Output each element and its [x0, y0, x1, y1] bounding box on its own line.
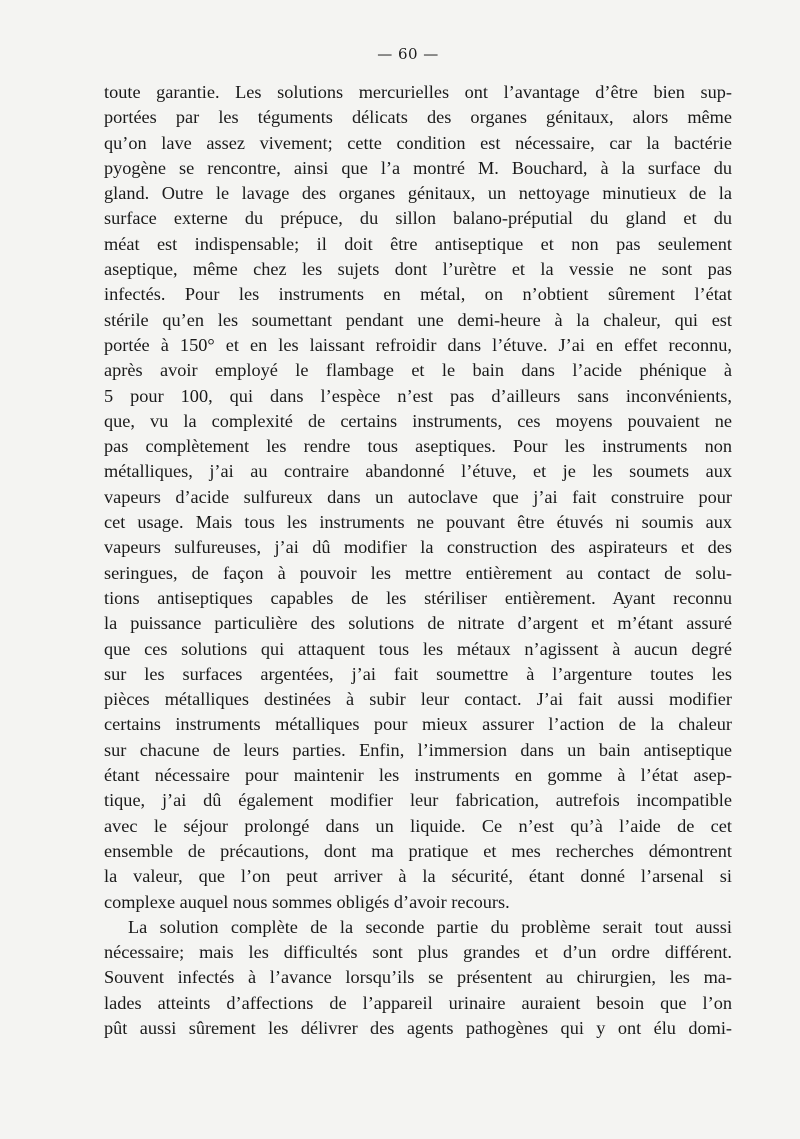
text-line: certains instruments métalliques pour mieux assurer l’action de la chaleur	[104, 714, 732, 735]
text-line: pièces métalliques destinées à subir leur contact. J’ai fait aussi modifier	[104, 689, 732, 710]
text-line: pyogène se rencontre, ainsi que l’a montré M. Bouchard, à la surface du	[104, 157, 732, 178]
text-line: portée à 150° et en les laissant refroidir dans l’étuve. J’ai en effet reconnu,	[104, 334, 732, 355]
text-line: La solution complète de la seconde partie du problème serait tout aussi	[128, 916, 732, 937]
text-line: après avoir employé le flambage et le bain dans l’acide phénique à	[104, 360, 732, 381]
text-line: avec le séjour prolongé dans un liquide. Ce n’est qu’à l’aide de cet	[104, 815, 732, 836]
text-line: ensemble de précautions, dont ma pratique et mes recherches démontrent	[104, 840, 732, 861]
paragraph-1	[104, 80, 732, 915]
text-line: pût aussi sûrement les délivrer des agents pathogènes qui y ont élu domi-	[104, 1017, 732, 1038]
text-line: gland. Outre le lavage des organes génitaux, un nettoyage minutieux de la	[104, 183, 732, 204]
text-line: que ces solutions qui attaquent tous les métaux n’agissent à aucun degré	[104, 638, 732, 659]
text-line: stérile qu’en les soumettant pendant une demi-heure à la chaleur, qui est	[104, 309, 732, 330]
text-line: tions antiseptiques capables de les stériliser entièrement. Ayant reconnu	[104, 587, 732, 608]
text-line: nécessaire; mais les difficultés sont plus grandes et d’un ordre différent.	[104, 942, 732, 963]
paragraph-2	[104, 915, 732, 1041]
text-line: Souvent infectés à l’avance lorsqu’ils se présentent au chirurgien, les ma-	[104, 967, 732, 988]
text-line: 5 pour 100, qui dans l’espèce n’est pas d’ailleurs sans inconvénients,	[104, 385, 732, 406]
body-text	[104, 80, 732, 1041]
text-line: pas complètement les rendre tous aseptiques. Pour les instruments non	[104, 436, 732, 457]
text-line: infectés. Pour les instruments en métal, on n’obtient sûrement l’état	[104, 284, 732, 305]
text-line: lades atteints d’affections de l’appareil urinaire auraient besoin que l’on	[104, 992, 732, 1013]
text-line: que, vu la complexité de certains instruments, ces moyens pouvaient ne	[104, 410, 732, 431]
text-line: sur les surfaces argentées, j’ai fait soumettre à l’argenture toutes les	[104, 663, 732, 684]
text-line: métalliques, j’ai au contraire abandonné l’étuve, et je les soumets aux	[104, 461, 732, 482]
text-line: portées par les téguments délicats des organes génitaux, alors même	[104, 107, 732, 128]
text-line: méat est indispensable; il doit être antiseptique et non pas seulement	[104, 233, 732, 254]
text-line: la puissance particulière des solutions de nitrate d’argent et m’étant assuré	[104, 613, 732, 634]
text-line: vapeurs sulfureuses, j’ai dû modifier la construction des aspirateurs et des	[104, 537, 732, 558]
text-line: complexe auquel nous sommes obligés d’avoir recours.	[104, 891, 510, 912]
text-line: aseptique, même chez les sujets dont l’urètre et la vessie ne sont pas	[104, 259, 732, 280]
text-line: seringues, de façon à pouvoir les mettre entièrement au contact de solu-	[104, 562, 732, 583]
text-line: surface externe du prépuce, du sillon balano-préputial du gland et du	[104, 208, 732, 229]
text-line: cet usage. Mais tous les instruments ne pouvant être étuvés ni soumis aux	[104, 512, 732, 533]
text-line: tique, j’ai dû également modifier leur fabrication, autrefois incompatible	[104, 790, 732, 811]
text-line: étant nécessaire pour maintenir les instruments en gomme à l’état asep-	[104, 765, 732, 786]
text-line: qu’on lave assez vivement; cette condition est nécessaire, car la bactérie	[104, 132, 732, 153]
page-number: — 60 —	[377, 45, 439, 63]
text-line: sur chacune de leurs parties. Enfin, l’immersion dans un bain antiseptique	[104, 739, 732, 760]
text-line: la valeur, que l’on peut arriver à la sécurité, étant donné l’arsenal si	[104, 866, 732, 887]
text-line: vapeurs d’acide sulfureux dans un autoclave que j’ai fait construire pour	[104, 486, 732, 507]
text-line: toute garantie. Les solutions mercurielles ont l’avantage d’être bien sup-	[104, 82, 732, 102]
